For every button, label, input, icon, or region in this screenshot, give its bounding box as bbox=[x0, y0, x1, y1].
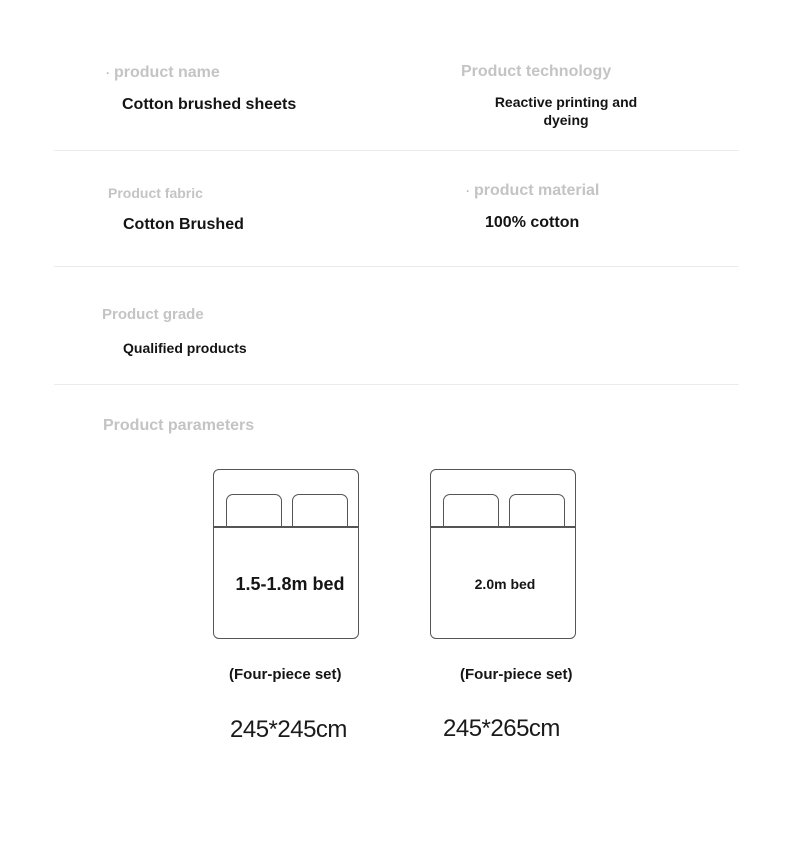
product-grade-value: Qualified products bbox=[123, 340, 247, 356]
product-fabric-value: Cotton Brushed bbox=[123, 216, 244, 233]
product-name-value: Cotton brushed sheets bbox=[122, 96, 297, 113]
product-material-label-text: product material bbox=[474, 182, 600, 199]
dimension-value: 245*265cm bbox=[443, 715, 560, 742]
bed-size-label: 2.0m bed bbox=[474, 576, 536, 592]
product-technology-value-line1: Reactive printing and bbox=[494, 94, 638, 110]
bullet-dot-icon: · bbox=[466, 184, 470, 198]
bed-size-label: 1.5-1.8m bed bbox=[235, 574, 345, 594]
set-label: (Four-piece set) bbox=[460, 666, 573, 683]
pillow-icon bbox=[226, 494, 282, 528]
divider bbox=[54, 384, 739, 385]
bed-diagram-1 bbox=[213, 469, 359, 639]
bed-headline bbox=[214, 526, 358, 528]
pillow-icon bbox=[292, 494, 348, 528]
product-parameters-heading: Product parameters bbox=[103, 417, 255, 434]
product-fabric-label: Product fabric bbox=[108, 185, 203, 201]
dimension-value: 245*245cm bbox=[230, 716, 347, 743]
product-grade-label: Product grade bbox=[102, 306, 204, 323]
set-label: (Four-piece set) bbox=[229, 666, 342, 683]
product-technology-label: Product technology bbox=[461, 63, 612, 80]
product-material-label bbox=[466, 182, 599, 200]
product-material-value: 100% cotton bbox=[485, 214, 580, 231]
divider bbox=[54, 150, 739, 151]
divider bbox=[54, 266, 739, 267]
bed-headline bbox=[431, 526, 575, 528]
product-technology-value bbox=[470, 93, 662, 129]
bullet-dot-icon: · bbox=[106, 66, 110, 80]
product-technology-value-line2: dyeing bbox=[543, 112, 589, 128]
bed-diagram-2 bbox=[430, 469, 576, 639]
product-name-label bbox=[106, 64, 220, 82]
product-name-label-text: product name bbox=[114, 64, 220, 81]
pillow-icon bbox=[509, 494, 565, 528]
pillow-icon bbox=[443, 494, 499, 528]
